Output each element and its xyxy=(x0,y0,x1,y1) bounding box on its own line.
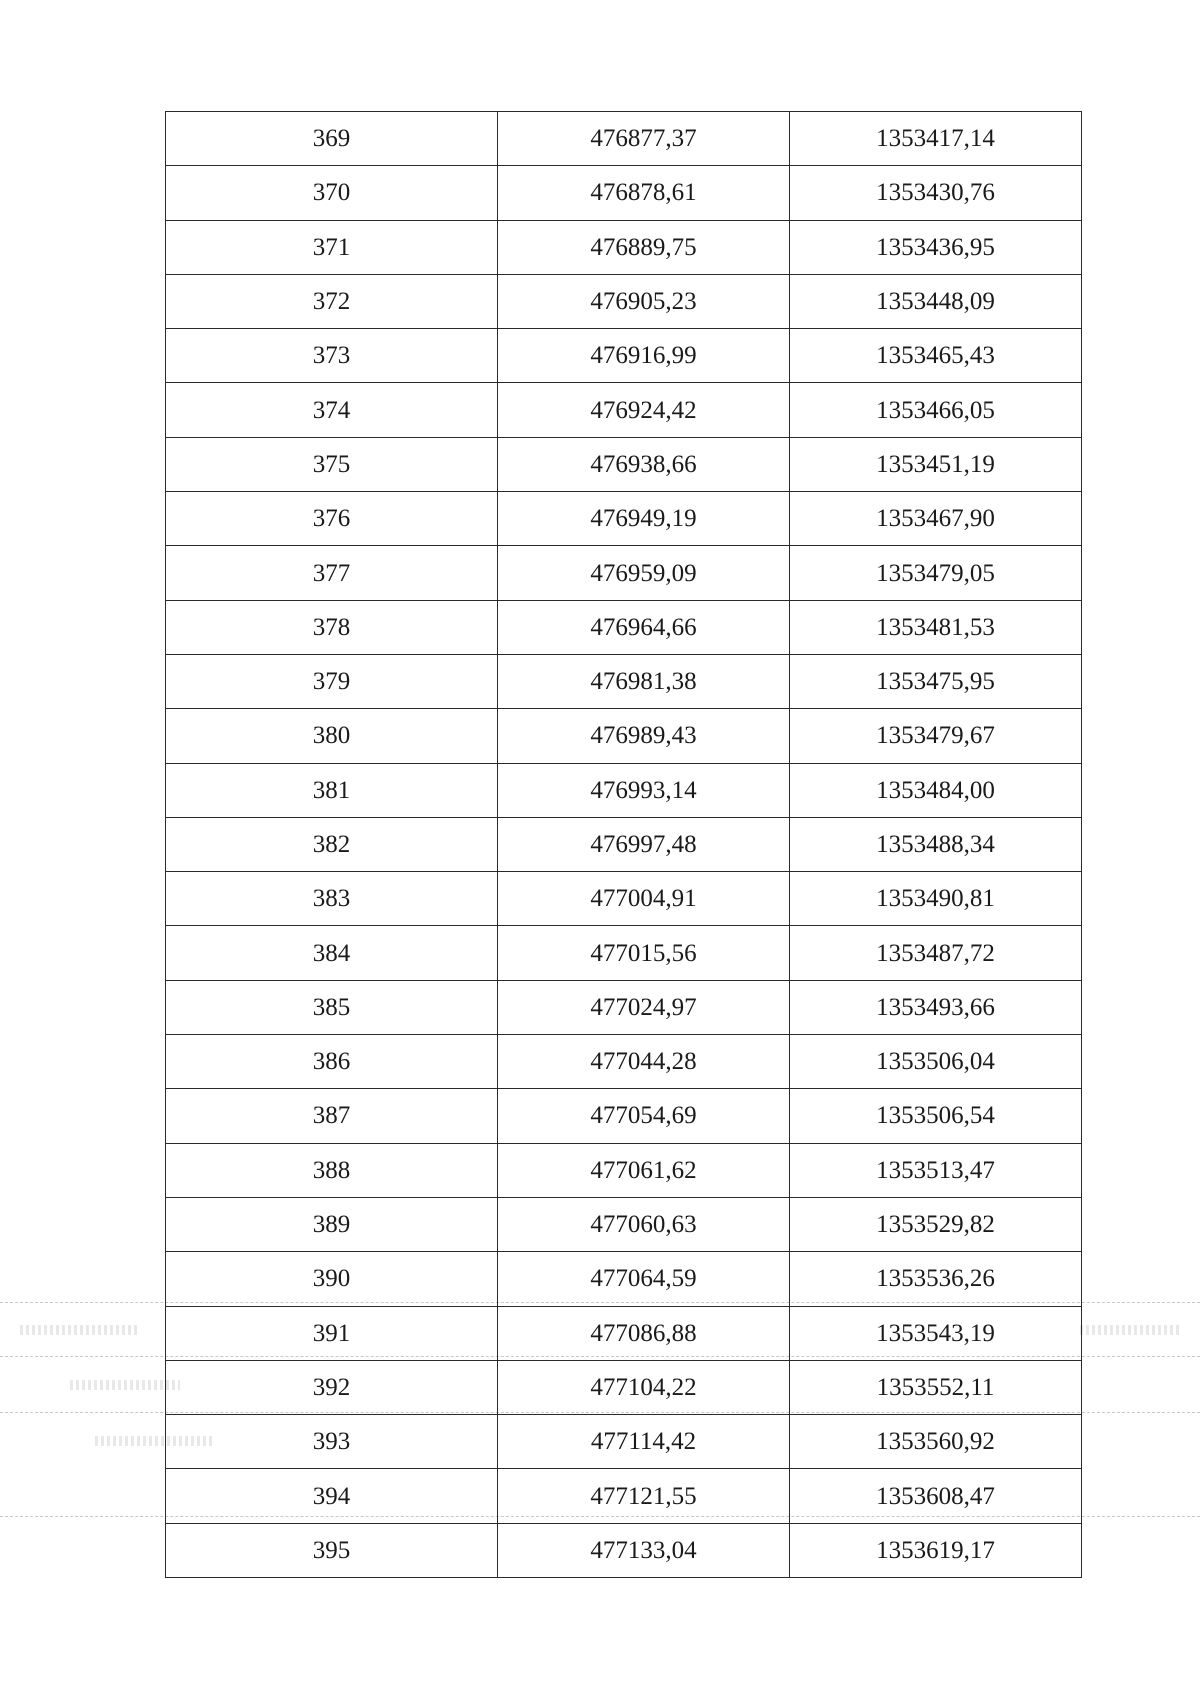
point-number-cell: 390 xyxy=(166,1252,498,1306)
x-coordinate-cell: 476981,38 xyxy=(498,654,790,708)
point-number-cell: 376 xyxy=(166,492,498,546)
point-number-cell: 374 xyxy=(166,383,498,437)
point-number-cell: 369 xyxy=(166,112,498,166)
table-row xyxy=(166,1415,1082,1469)
y-coordinate-cell: 1353506,54 xyxy=(790,1089,1082,1143)
x-coordinate-cell: 477104,22 xyxy=(498,1360,790,1414)
x-coordinate-cell: 477064,59 xyxy=(498,1252,790,1306)
y-coordinate-cell: 1353490,81 xyxy=(790,872,1082,926)
point-number-cell: 386 xyxy=(166,1035,498,1089)
y-coordinate-cell: 1353619,17 xyxy=(790,1523,1082,1577)
point-number-cell: 393 xyxy=(166,1415,498,1469)
x-coordinate-cell: 476916,99 xyxy=(498,329,790,383)
point-number-cell: 392 xyxy=(166,1360,498,1414)
x-coordinate-cell: 476878,61 xyxy=(498,166,790,220)
table-row xyxy=(166,1035,1082,1089)
table-row xyxy=(166,817,1082,871)
point-number-cell: 378 xyxy=(166,600,498,654)
x-coordinate-cell: 476964,66 xyxy=(498,600,790,654)
y-coordinate-cell: 1353488,34 xyxy=(790,817,1082,871)
x-coordinate-cell: 476938,66 xyxy=(498,437,790,491)
scan-artifact-blot xyxy=(70,1380,180,1390)
table-row xyxy=(166,980,1082,1034)
table-row xyxy=(166,1089,1082,1143)
y-coordinate-cell: 1353506,04 xyxy=(790,1035,1082,1089)
y-coordinate-cell: 1353536,26 xyxy=(790,1252,1082,1306)
table-row xyxy=(166,654,1082,708)
point-number-cell: 380 xyxy=(166,709,498,763)
table-row xyxy=(166,926,1082,980)
table-row xyxy=(166,872,1082,926)
x-coordinate-cell: 476993,14 xyxy=(498,763,790,817)
table-row xyxy=(166,166,1082,220)
point-number-cell: 379 xyxy=(166,654,498,708)
table-row xyxy=(166,600,1082,654)
y-coordinate-cell: 1353487,72 xyxy=(790,926,1082,980)
x-coordinate-cell: 476959,09 xyxy=(498,546,790,600)
x-coordinate-cell: 477044,28 xyxy=(498,1035,790,1089)
table-row xyxy=(166,1143,1082,1197)
y-coordinate-cell: 1353448,09 xyxy=(790,274,1082,328)
y-coordinate-cell: 1353608,47 xyxy=(790,1469,1082,1523)
x-coordinate-cell: 476877,37 xyxy=(498,112,790,166)
point-number-cell: 391 xyxy=(166,1306,498,1360)
point-number-cell: 370 xyxy=(166,166,498,220)
y-coordinate-cell: 1353479,67 xyxy=(790,709,1082,763)
y-coordinate-cell: 1353451,19 xyxy=(790,437,1082,491)
point-number-cell: 389 xyxy=(166,1197,498,1251)
y-coordinate-cell: 1353481,53 xyxy=(790,600,1082,654)
table-row xyxy=(166,274,1082,328)
point-number-cell: 381 xyxy=(166,763,498,817)
x-coordinate-cell: 477004,91 xyxy=(498,872,790,926)
x-coordinate-cell: 477024,97 xyxy=(498,980,790,1034)
point-number-cell: 375 xyxy=(166,437,498,491)
table-row xyxy=(166,1469,1082,1523)
point-number-cell: 394 xyxy=(166,1469,498,1523)
table-row xyxy=(166,220,1082,274)
y-coordinate-cell: 1353465,43 xyxy=(790,329,1082,383)
table-row xyxy=(166,1523,1082,1577)
x-coordinate-cell: 476924,42 xyxy=(498,383,790,437)
y-coordinate-cell: 1353475,95 xyxy=(790,654,1082,708)
x-coordinate-cell: 476905,23 xyxy=(498,274,790,328)
x-coordinate-cell: 477061,62 xyxy=(498,1143,790,1197)
point-number-cell: 372 xyxy=(166,274,498,328)
point-number-cell: 377 xyxy=(166,546,498,600)
x-coordinate-cell: 476989,43 xyxy=(498,709,790,763)
table-row xyxy=(166,1252,1082,1306)
y-coordinate-cell: 1353493,66 xyxy=(790,980,1082,1034)
x-coordinate-cell: 477054,69 xyxy=(498,1089,790,1143)
point-number-cell: 382 xyxy=(166,817,498,871)
table-row xyxy=(166,546,1082,600)
table-row xyxy=(166,763,1082,817)
y-coordinate-cell: 1353467,90 xyxy=(790,492,1082,546)
y-coordinate-cell: 1353560,92 xyxy=(790,1415,1082,1469)
point-number-cell: 383 xyxy=(166,872,498,926)
table-row xyxy=(166,1197,1082,1251)
scan-artifact-blot xyxy=(1080,1325,1180,1335)
y-coordinate-cell: 1353479,05 xyxy=(790,546,1082,600)
y-coordinate-cell: 1353529,82 xyxy=(790,1197,1082,1251)
y-coordinate-cell: 1353552,11 xyxy=(790,1360,1082,1414)
point-number-cell: 384 xyxy=(166,926,498,980)
y-coordinate-cell: 1353436,95 xyxy=(790,220,1082,274)
x-coordinate-cell: 476889,75 xyxy=(498,220,790,274)
x-coordinate-cell: 477121,55 xyxy=(498,1469,790,1523)
table-row xyxy=(166,383,1082,437)
table-row xyxy=(166,1306,1082,1360)
table-row xyxy=(166,112,1082,166)
coordinates-table xyxy=(165,111,1082,1578)
table-row xyxy=(166,1360,1082,1414)
point-number-cell: 388 xyxy=(166,1143,498,1197)
table-row xyxy=(166,437,1082,491)
y-coordinate-cell: 1353466,05 xyxy=(790,383,1082,437)
table-row xyxy=(166,329,1082,383)
x-coordinate-cell: 476997,48 xyxy=(498,817,790,871)
x-coordinate-cell: 477133,04 xyxy=(498,1523,790,1577)
x-coordinate-cell: 477060,63 xyxy=(498,1197,790,1251)
y-coordinate-cell: 1353430,76 xyxy=(790,166,1082,220)
y-coordinate-cell: 1353513,47 xyxy=(790,1143,1082,1197)
table-row xyxy=(166,492,1082,546)
point-number-cell: 371 xyxy=(166,220,498,274)
x-coordinate-cell: 476949,19 xyxy=(498,492,790,546)
point-number-cell: 387 xyxy=(166,1089,498,1143)
point-number-cell: 373 xyxy=(166,329,498,383)
x-coordinate-cell: 477114,42 xyxy=(498,1415,790,1469)
point-number-cell: 395 xyxy=(166,1523,498,1577)
y-coordinate-cell: 1353484,00 xyxy=(790,763,1082,817)
x-coordinate-cell: 477015,56 xyxy=(498,926,790,980)
scan-artifact-blot xyxy=(20,1325,140,1335)
y-coordinate-cell: 1353417,14 xyxy=(790,112,1082,166)
y-coordinate-cell: 1353543,19 xyxy=(790,1306,1082,1360)
point-number-cell: 385 xyxy=(166,980,498,1034)
table-row xyxy=(166,709,1082,763)
x-coordinate-cell: 477086,88 xyxy=(498,1306,790,1360)
coordinates-table-body xyxy=(166,112,1082,1578)
